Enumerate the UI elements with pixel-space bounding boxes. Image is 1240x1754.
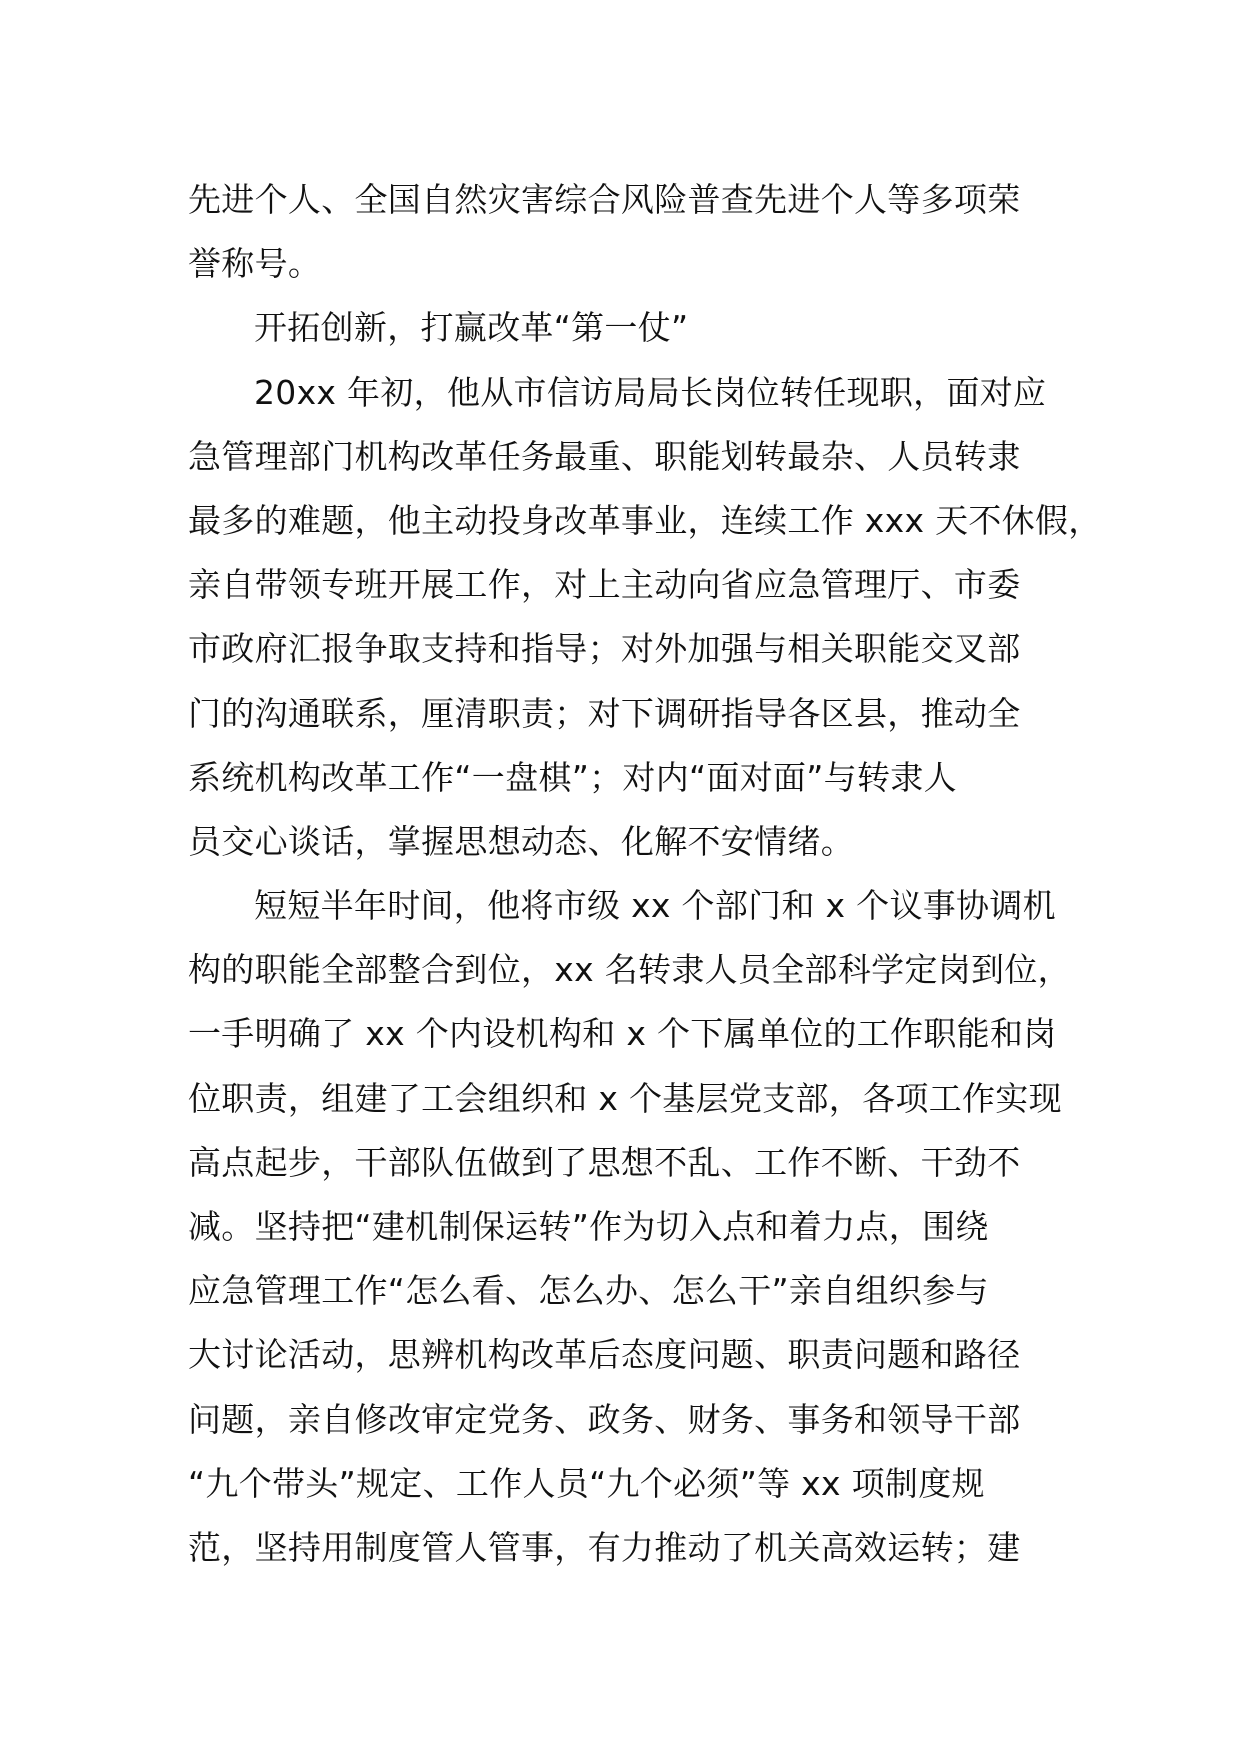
text-line-20: 问题，亲自修改审定党务、政务、财务、事务和领导干部: [188, 1399, 1021, 1439]
text-line-7: 亲自带领专班开展工作，对上主动向省应急管理厅、市委: [188, 565, 1021, 605]
text-line-17: 减。坚持把“建机制保运转”作为切入点和着力点，围绕: [188, 1207, 989, 1246]
section-heading: 开拓创新，打赢改革“第一仗”: [254, 308, 689, 348]
text-line-18: 应急管理工作“怎么看、怎么办、怎么干”亲自组织参与: [188, 1271, 989, 1311]
text-line-15: 位职责，组建了工会组织和 x 个基层党支部，各项工作实现: [188, 1078, 1062, 1118]
text-line-4: 20xx 年初，他从市信访局局长岗位转任现职，面对应: [254, 372, 1047, 412]
text-line-16: 高点起步，干部队伍做到了思想不乱、工作不断、干劲不: [188, 1142, 1021, 1182]
text-line-11: 员交心谈话，掌握思想动态、化解不安情绪。: [188, 821, 854, 861]
text-line-10: 系统机构改革工作“一盘棋”；对内“面对面”与转隶人: [188, 757, 957, 797]
text-line-1: 先进个人、全国自然灾害综合风险普查先进个人等多项荣: [188, 180, 1021, 219]
text-line-19: 大讨论活动，思辨机构改革后态度问题、职责问题和路径: [188, 1335, 1021, 1375]
text-line-14: 一手明确了 xx 个内设机构和 x 个下属单位的工作职能和岗: [188, 1014, 1057, 1054]
text-line-21: “九个带头”规定、工作人员“九个必须”等 xx 项制度规: [188, 1463, 985, 1503]
text-line-5: 急管理部门机构改革任务最重、职能划转最杂、人员转隶: [188, 436, 1021, 476]
document-body: [188, 168, 1102, 1580]
text-line-8: 市政府汇报争取支持和指导；对外加强与相关职能交叉部: [188, 629, 1021, 669]
text-line-9: 门的沟通联系，厘清职责；对下调研指导各区县，推动全: [188, 693, 1021, 733]
text-line-13: 构的职能全部整合到位，xx 名转隶人员全部科学定岗到位，: [188, 950, 1071, 990]
text-line-6: 最多的难题，他主动投身改革事业，连续工作 xxx 天不休假，: [188, 500, 1102, 540]
text-line-12: 短短半年时间，他将市级 xx 个部门和 x 个议事协调机: [254, 886, 1056, 926]
text-line-2: 誉称号。: [188, 244, 322, 284]
text-line-22: 范，坚持用制度管人管事，有力推动了机关高效运转；建: [188, 1527, 1021, 1567]
